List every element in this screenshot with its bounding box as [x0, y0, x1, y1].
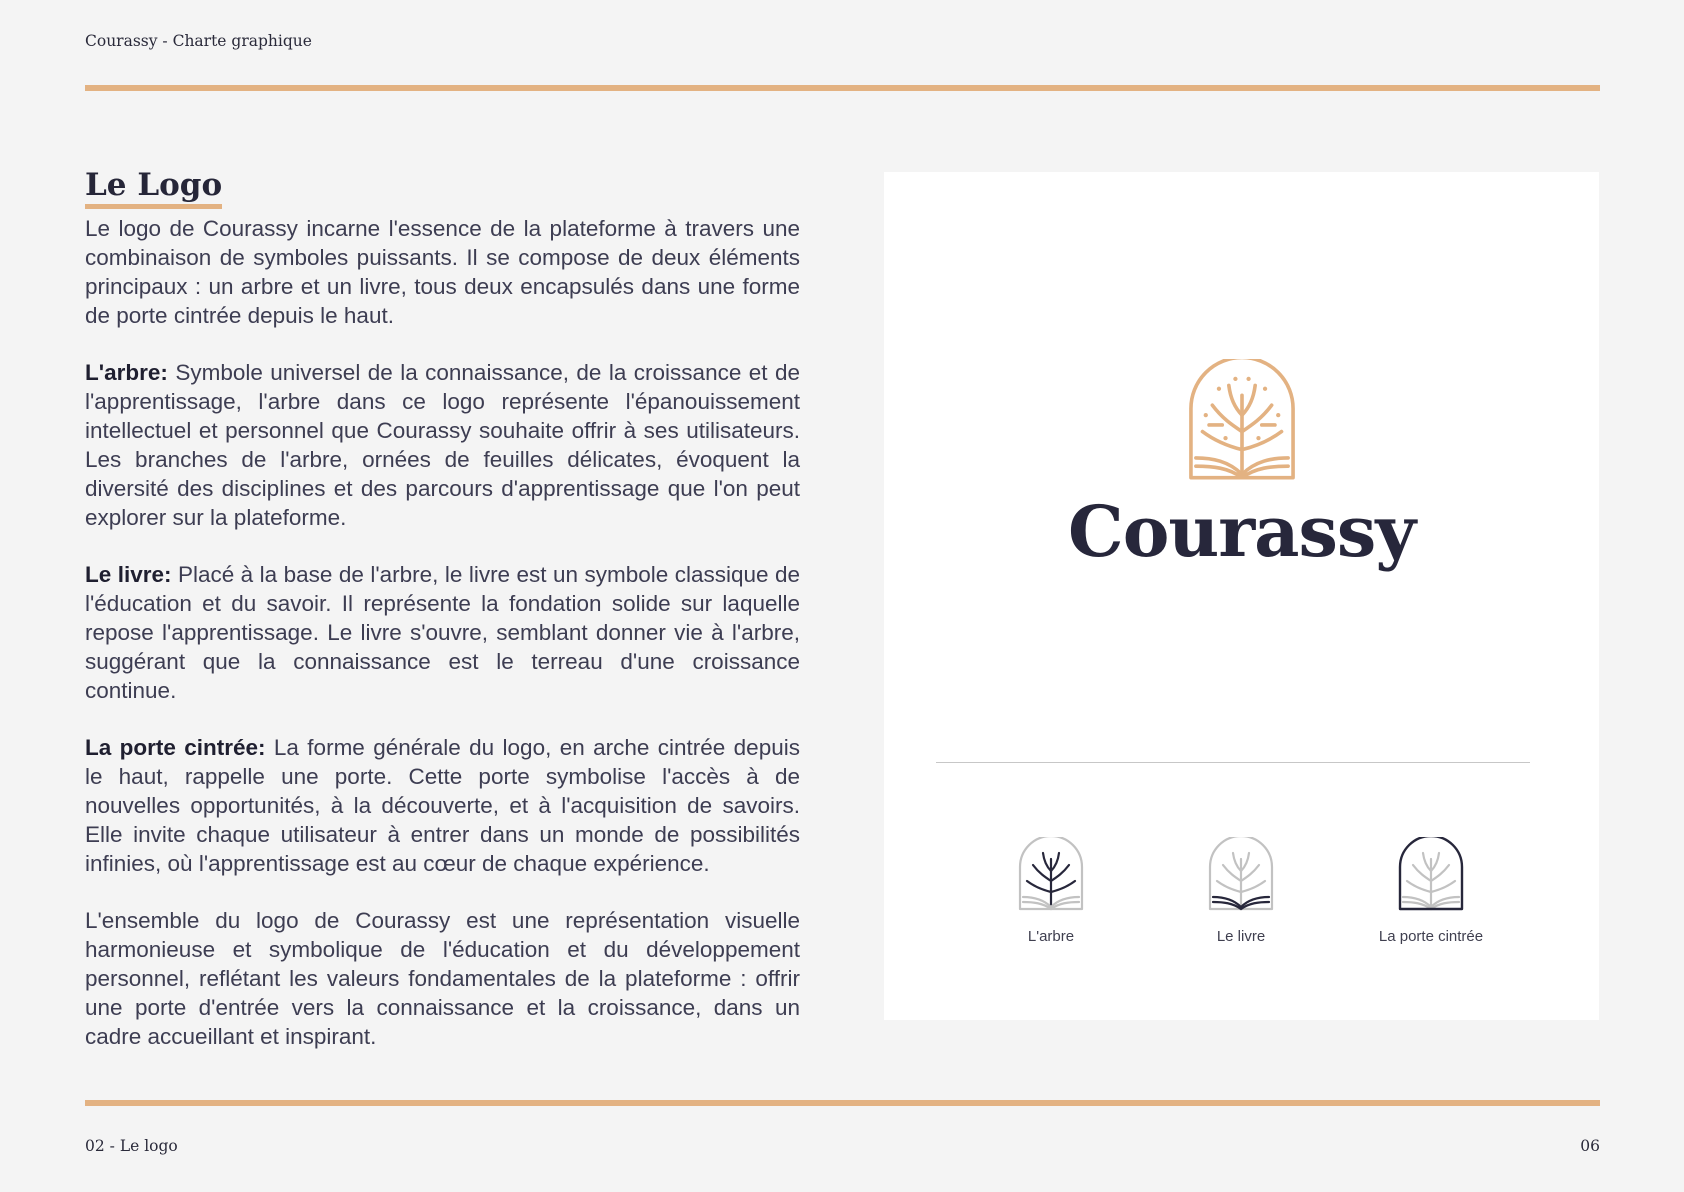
document-header-title: Courassy - Charte graphique: [85, 32, 312, 50]
variant-book-caption: Le livre: [1216, 928, 1266, 945]
logo-description-column: [85, 168, 800, 1079]
book-text: Placé à la base de l'arbre, le livre est un symbole classique de l'éducation et du savoir. Il représente la fondation solide sur laquelle repose l'apprentissage. Le livre s'ouvre, semblant donner vie à l'arbre, suggérant que la connaissance est le terreau d'une croissance continue.: [85, 561, 800, 703]
conclusion-paragraph: L'ensemble du logo de Courassy est une représentation visuelle harmonieuse et symbolique de l'éducation et du développement personnel, reflétant les valeurs fondamentales de la plateforme : offrir une porte d'entrée vers la connaissance et la croissance, dans un cadre accueillant et inspirant.: [85, 907, 800, 1049]
arch-paragraph: [85, 733, 800, 878]
arch-variant-icon: [1397, 837, 1465, 914]
variant-tree-caption: L'arbre: [1027, 928, 1075, 945]
book-paragraph: [85, 560, 800, 705]
footer-section-label: 02 - Le logo: [85, 1137, 178, 1155]
variant-book: [1146, 837, 1336, 945]
intro-paragraph: Le logo de Courassy incarne l'essence de la plateforme à travers une combinaison de symboles puissants. Il se compose de deux éléments principaux : un arbre et un livre, tous deux encapsulés dans une forme de porte cintrée depuis le haut.: [85, 215, 800, 328]
arch-text: La forme générale du logo, en arche cintrée depuis le haut, rappelle une porte. Cette porte symbolise l'accès à de nouvelles opportunités, à la découverte, et à l'acquisition de savoirs. Elle invite chaque utilisateur à entrer dans un monde de possibilités infinies, où l'apprentissage est au cœur de chaque expérience.: [85, 734, 800, 876]
arch-label: La porte cintrée:: [85, 734, 266, 760]
variant-tree: [956, 837, 1146, 945]
tree-paragraph: [85, 358, 800, 532]
book-variant-icon: [1207, 837, 1275, 914]
header-divider: [85, 85, 1600, 91]
variant-arch: [1336, 837, 1526, 945]
tree-label: L'arbre:: [85, 359, 168, 385]
logo-showcase-card: [884, 172, 1599, 1020]
footer-divider: [85, 1100, 1600, 1106]
courassy-logo-icon: [1186, 359, 1298, 486]
section-title: Le Logo: [85, 168, 222, 209]
variant-arch-caption: La porte cintrée: [1378, 928, 1484, 945]
brand-wordmark: Courassy: [1067, 490, 1416, 573]
book-label: Le livre:: [85, 561, 172, 587]
card-divider: [936, 762, 1530, 763]
tree-text: Symbole universel de la connaissance, de la croissance et de l'apprentissage, l'arbre dans ce logo représente l'épanouissement intellectuel et personnel que Courassy souhaite offrir à ses utilisateurs. Les branches de l'arbre, ornées de feuilles délicates, évoquent la diversité des disciplines et des parcours d'apprentissage que l'on peut explorer sur la plateforme.: [85, 359, 800, 530]
page-number: 06: [1580, 1137, 1600, 1155]
tree-variant-icon: [1017, 837, 1085, 914]
